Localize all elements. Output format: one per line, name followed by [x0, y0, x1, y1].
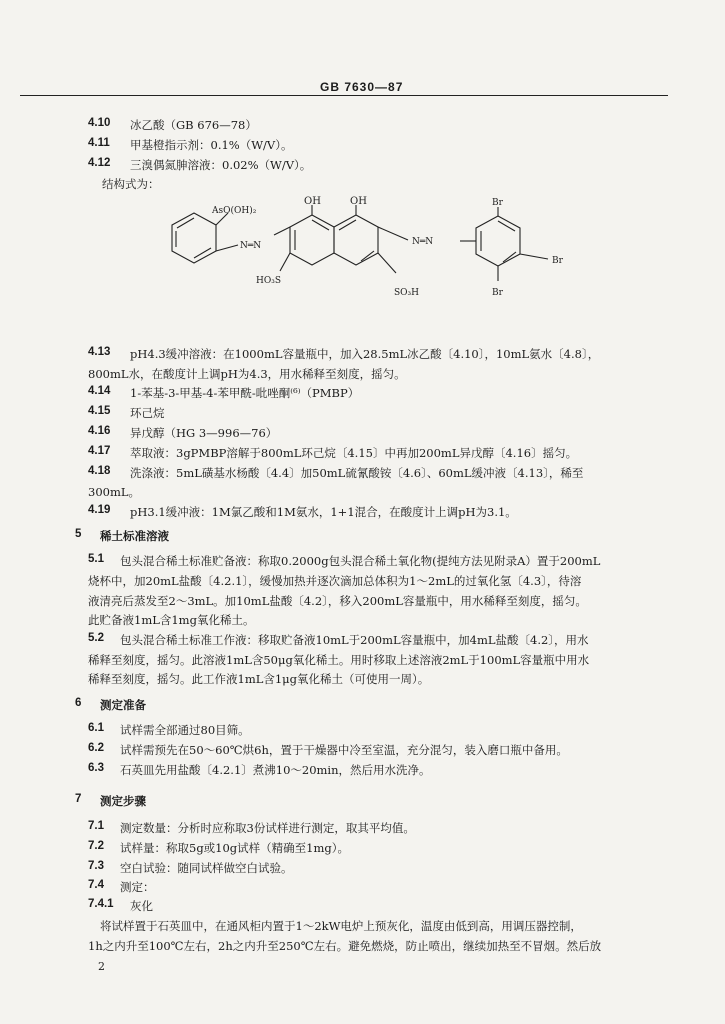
item-number: 7.4.1	[88, 898, 114, 910]
item-text: pH3.1缓冲液：1M氯乙酸和1M氨水，1+1混合，在酸度计上调pH为3.1。	[130, 505, 517, 519]
item-text-continuation: 此贮备液1mL含1mg氧化稀土。	[88, 613, 255, 627]
item-text-continuation: 烧杯中，加20mL盐酸〔4.2.1〕，缓慢加热并逐次滴加总体积为1～2mL的过氧化氢〔4.3〕，待溶	[88, 574, 582, 588]
item-number: 4.17	[88, 445, 111, 457]
br-right-label: Br	[552, 256, 563, 266]
section-number: 7	[75, 793, 82, 805]
item-text: 试样需全部通过80目筛。	[120, 723, 250, 737]
section-title: 测定准备	[100, 700, 146, 712]
item-text-continuation: 液清亮后蒸发至2～3mL。加10mL盐酸〔4.2〕，移入200mL容量瓶中，用水稀释至刻度，摇匀。	[88, 594, 587, 608]
item-number: 5.2	[88, 632, 104, 644]
br-top-label: Br	[492, 198, 503, 208]
item-number: 4.19	[88, 504, 111, 516]
item-text: 洗涤液：5mL磺基水杨酸〔4.4〕加50mL硫氰酸铵〔4.6〕、60mL缓冲液〔4.13〕，稀至	[130, 466, 584, 480]
item-text: 灰化	[130, 899, 153, 913]
item-text: 异戊醇（HG 3—996—76）	[130, 426, 278, 440]
item-text: 萃取液：3gPMBP溶解于800mL环己烷〔4.15〕中再加200mL异戊醇〔4.16〕摇匀。	[130, 446, 578, 460]
item-text: pH4.3缓冲溶液：在1000mL容量瓶中，加入28.5mL冰乙酸〔4.10〕，10mL氨水〔4.8〕，	[130, 347, 600, 361]
section-title: 稀土标准溶液	[100, 531, 169, 543]
item-text: 空白试验：随同试样做空白试验。	[120, 861, 293, 875]
aso3h2-label: AsO(OH)₂	[212, 206, 257, 216]
item-text-continuation: 800mL水，在酸度计上调pH为4.3，用水稀释至刻度，摇匀。	[88, 367, 406, 381]
item-number: 4.14	[88, 385, 111, 397]
formula-caption: 结构式为：	[102, 177, 160, 191]
item-number: 6.3	[88, 762, 104, 774]
item-number: 6.1	[88, 722, 104, 734]
standard-number: GB 7630—87	[320, 80, 404, 94]
item-text: 1-苯基-3-甲基-4-苯甲酰-吡唑酮⁽⁶⁾（PMBP）	[130, 386, 360, 400]
item-number: 4.10	[88, 117, 111, 129]
item-number: 7.4	[88, 879, 104, 891]
item-number: 4.13	[88, 346, 111, 358]
item-number: 6.2	[88, 742, 104, 754]
item-number: 4.11	[88, 137, 110, 149]
so3h-label: SO₃H	[394, 288, 420, 298]
br-bottom-label: Br	[492, 288, 503, 298]
ho3s-label: HO₃S	[256, 276, 282, 286]
item-text: 试样量：称取5g或10g试样（精确至1mg）。	[120, 841, 350, 855]
item-number: 7.2	[88, 840, 104, 852]
oh-label-2: OH	[350, 196, 367, 207]
page-number: 2	[98, 960, 105, 973]
section-number: 6	[75, 697, 82, 709]
section-title: 测定步骤	[100, 796, 146, 808]
item-number: 7.3	[88, 860, 104, 872]
item-text-continuation: 稀释至刻度，摇匀。此溶液1mL含50μg氧化稀土。用时移取上述溶液2mL于100mL容量瓶中用水	[88, 653, 590, 667]
item-text-continuation: 300mL。	[88, 485, 140, 499]
item-number: 4.12	[88, 157, 111, 169]
item-text: 环己烷	[130, 406, 165, 420]
item-text: 测定数量：分析时应称取3份试样进行测定，取其平均值。	[120, 821, 415, 835]
item-text: 试样需预先在50～60℃烘6h，置于干燥器中冷至室温，充分混匀，装入磨口瓶中备用。	[120, 743, 568, 757]
item-number: 4.16	[88, 425, 111, 437]
paragraph-line: 将试样置于石英皿中，在通风柜内置于1～2kW电炉上预灰化，温度由低到高，用调压器控制，	[100, 919, 582, 933]
azo-label-1: N═N	[240, 241, 262, 251]
item-text: 包头混合稀土标准贮备液：称取0.2000g包头混合稀土氧化物(提纯方法见附录A）置于200mL	[120, 554, 601, 568]
item-number: 4.18	[88, 465, 111, 477]
azo-label-2: N═N	[412, 237, 434, 247]
structural-formula	[150, 195, 590, 310]
item-text: 包头混合稀土标准工作液：移取贮备液10mL于200mL容量瓶中，加4mL盐酸〔4.2〕，用水	[120, 633, 589, 647]
item-number: 4.15	[88, 405, 111, 417]
paragraph-line: 1h之内升至100℃左右，2h之内升至250℃左右。避免燃烧，防止喷出，继续加热至不冒烟。然后放	[88, 939, 602, 953]
section-number: 5	[75, 528, 82, 540]
item-number: 5.1	[88, 553, 104, 565]
item-text: 测定：	[120, 880, 155, 894]
item-text: 甲基橙指示剂：0.1%（W/V）。	[130, 138, 293, 152]
oh-label-1: OH	[304, 196, 321, 207]
item-text: 冰乙酸（GB 676—78）	[130, 118, 257, 132]
item-text: 石英皿先用盐酸〔4.2.1〕煮沸10～20min，然后用水洗净。	[120, 763, 431, 777]
item-text-continuation: 稀释至刻度，摇匀。此工作液1mL含1μg氧化稀土（可使用一周）。	[88, 672, 430, 686]
item-text: 三溴偶氮胂溶液：0.02%（W/V）。	[130, 158, 312, 172]
item-number: 7.1	[88, 820, 104, 832]
header-rule	[20, 95, 668, 96]
